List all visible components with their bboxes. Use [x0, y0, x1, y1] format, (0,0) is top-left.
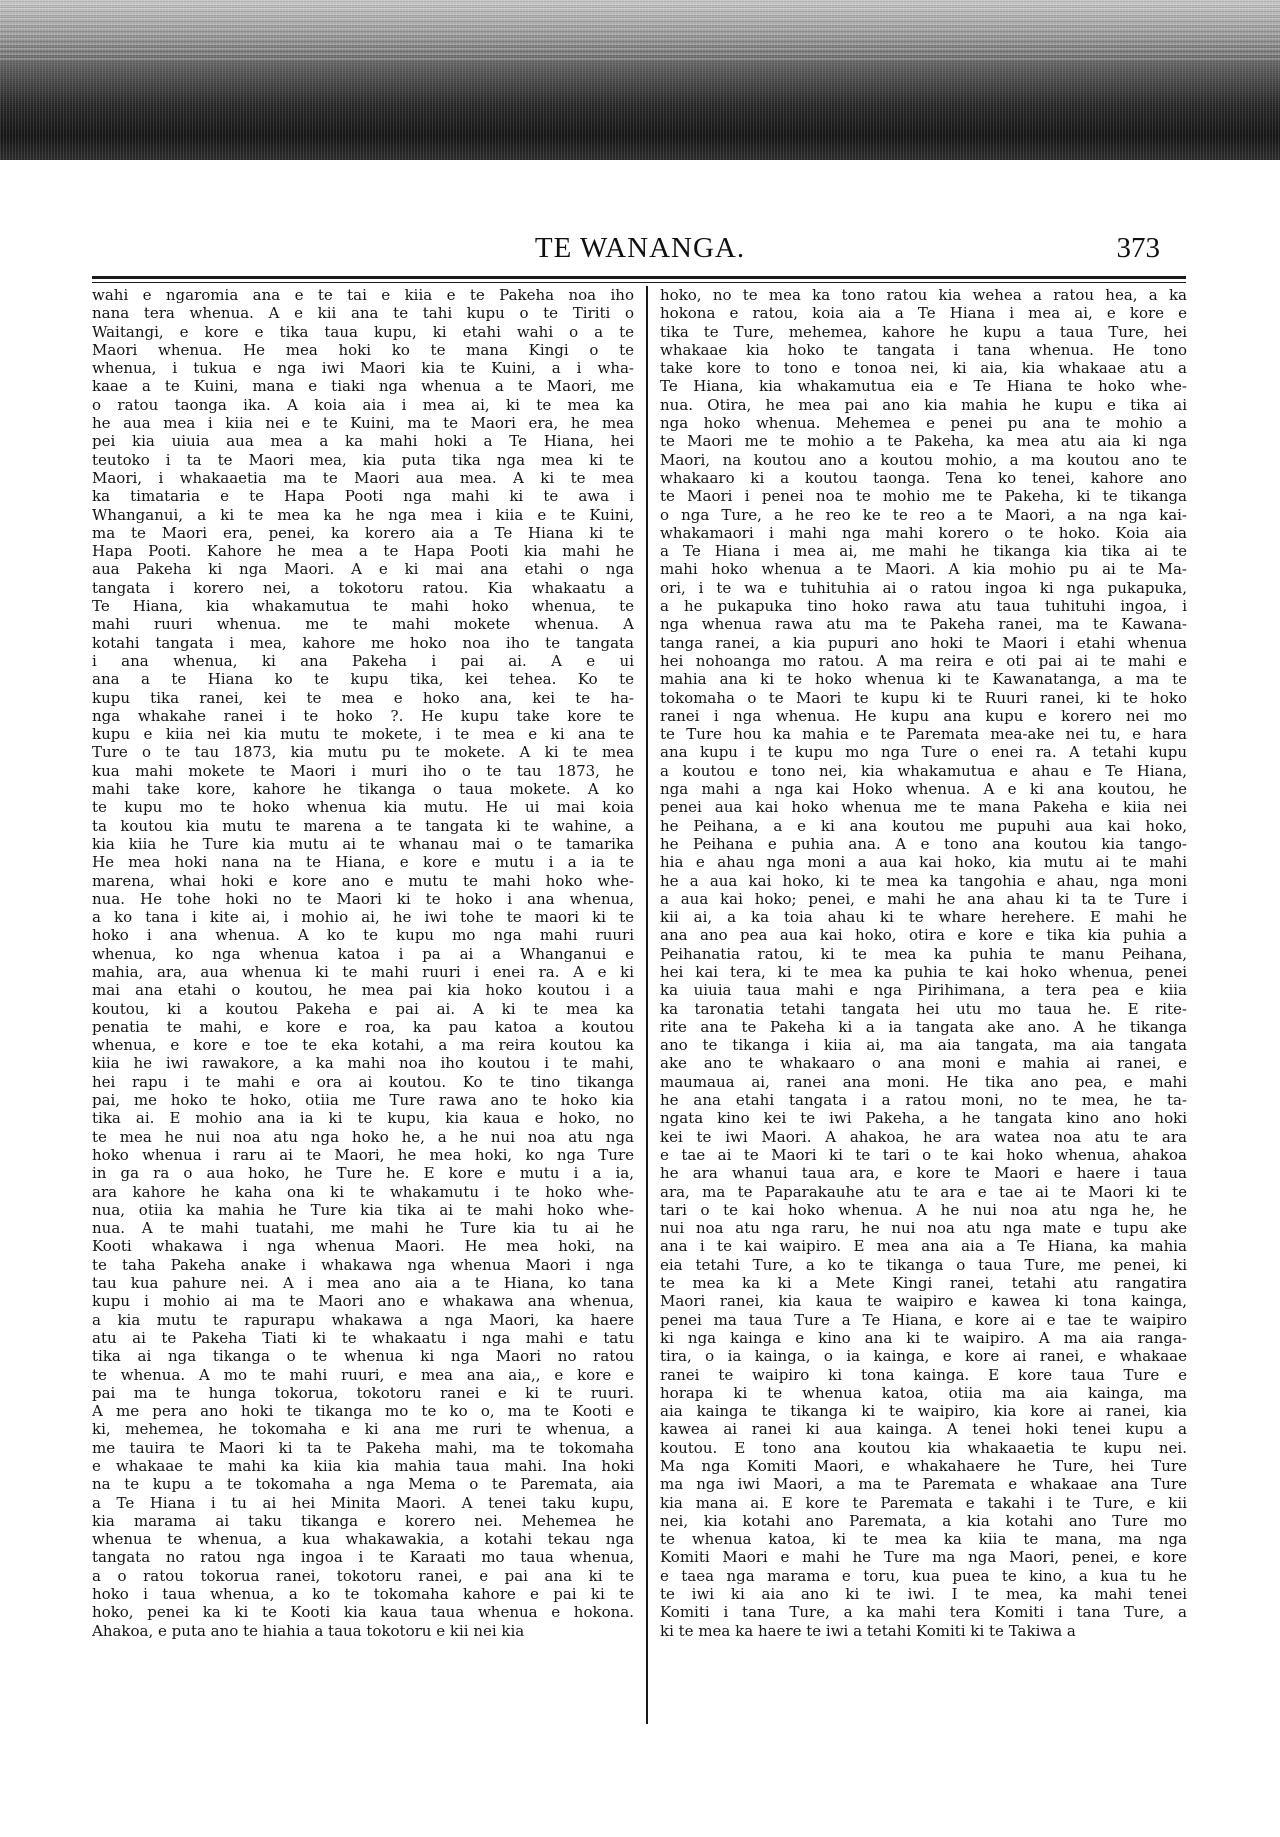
right-column-line: nga mahi a nga kai Hoko whenua. A e ki ana koutou, he [660, 780, 1187, 799]
page-title: TE WANANGA. [534, 232, 746, 264]
right-column-line: Te Hiana, kia whakamutua eia e Te Hiana te hoko whe- [660, 377, 1187, 396]
right-column-line: a aua kai hoko; penei, e mahi he ana ahau ki ta te Ture i [660, 889, 1187, 908]
left-column-line: marena, whai hoki e kore ano e mutu te mahi hoko whe- [92, 871, 634, 890]
left-column-line: na te kupu a te tokomaha a nga Mema o te Paremata, aia [92, 1475, 634, 1494]
left-column-line: Waitangi, e kore e tika taua kupu, ki etahi wahi o a te [92, 322, 634, 341]
left-column-line: ka timataria e te Hapa Pooti nga mahi ki te awa i [92, 487, 634, 506]
left-column-line: pai, me hoko te hoko, otiia me Ture rawa ano te hoko kia [92, 1091, 634, 1110]
right-column-line: tari o te kai hoko whenua. A he nui noa atu nga he, he [660, 1200, 1187, 1219]
left-column-line: kupu e kiia nei kia mutu te mokete, i te mea e ki ana te [92, 725, 634, 744]
right-column-line: Peihanatia ratou, ki te mea ka puhia te manu Peihana, [660, 944, 1187, 963]
right-column-line: whakamaori i mahi nga mahi korero o te hoko. Koia aia [660, 523, 1187, 542]
right-column-line: hei nohoanga mo ratou. A ma reira e oti pai ai te mahi e [660, 651, 1187, 670]
left-column-line: mai ana etahi o koutou, he mea pai kia hoko koutou i a [92, 981, 634, 1000]
right-column-line: nei, kia kotahi ano Paremata, a kia kotahi ano Ture mo [660, 1511, 1187, 1530]
right-column-line: ngata kino kei te iwi Pakeha, a he tangata kino ano hoki [660, 1109, 1187, 1128]
left-column-line: He mea hoki nana na te Hiana, e kore e mutu i a ia te [92, 853, 634, 872]
right-column-line: kawea ai ranei ki aua kainga. A tenei hoki tenei kupu a [660, 1420, 1187, 1439]
left-column-line: ana a te Hiana ko te kupu tika, kei tehea. Ko te [92, 670, 634, 689]
left-column-line: mahi take kore, kahore he tikanga o taua mokete. A ko [92, 780, 634, 799]
left-column-line: ara kahore he kaha ona ki te whakamutu i te hoko whe- [92, 1182, 634, 1201]
right-column-line: Ma nga Komiti Maori, e whakahaere he Ture, hei Ture [660, 1457, 1187, 1475]
left-column-line: me tauira te Maori ki ta te Pakeha mahi, ma te tokomaha [92, 1438, 634, 1457]
right-column-line: Komiti Maori e mahi he Ture ma nga Maori, penei, e kore [660, 1548, 1187, 1567]
right-column-line: te iwi ki aia ano ki te iwi. I te mea, ka mahi tenei [660, 1585, 1187, 1604]
left-column-line: te whenua. A mo te mahi ruuri, e mea ana aia,, e kore e [92, 1365, 634, 1384]
left-column-line: tau kua pahure nei. A i mea ano aia a te Hiana, ko tana [92, 1274, 634, 1293]
right-column-line: e taea nga marama e toru, kua puea te kino, a kua tu he [660, 1566, 1187, 1585]
left-column-line: A me pera ano hoki te tikanga mo te ko o, ma te Kooti e [92, 1402, 634, 1421]
header-rule-thin [92, 282, 1186, 283]
right-column-line: ori, i te wa e tuhituhia ai o ratou ingoa ki nga pukapuka, [660, 578, 1187, 597]
left-column-line: Kooti whakawa i nga whenua Maori. He mea hoki, na [92, 1237, 634, 1256]
right-column-line: nga hoko whenua. Mehemea e penei pu ana te mohio a [660, 414, 1187, 433]
left-column-line: in ga ra o aua hoko, he Ture he. E kore e mutu i a ia, [92, 1164, 634, 1183]
right-column-line: te Maori me te mohio a te Pakeha, ka mea atu aia ki nga [660, 432, 1187, 451]
left-column-line: te mea he nui noa atu nga hoko he, a he nui noa atu nga [92, 1127, 634, 1146]
right-column-line: tokomaha o te Maori te kupu ki te Ruuri ranei, ki te hoko [660, 688, 1187, 707]
left-column-line: pei kia uiuia aua mea a ka mahi hoki a Te Hiana, hei [92, 432, 634, 451]
left-column-line: aua Pakeha ki nga Maori. A e ki mai ana etahi o nga [92, 560, 634, 579]
right-column-line: Komiti i tana Ture, a ka mahi tera Komiti i tana Ture, a [660, 1603, 1187, 1622]
right-column-line: te whenua katoa, ki te mea ka kiia te mana, ma nga [660, 1530, 1187, 1549]
right-column-line: ake ano te whakaaro o ana moni e mahia ai ranei, e [660, 1054, 1187, 1073]
left-column-line: nana tera whenua. A e kii ana te tahi kupu o te Tiriti o [92, 304, 634, 323]
left-column [92, 286, 634, 1726]
right-column-line: tira, o ia kainga, o ia kainga, e kore ai ranei, e whakaae [660, 1347, 1187, 1366]
left-column-line: nua. He tohe hoki no te Maori ki te hoko i ana whenua, [92, 889, 634, 908]
right-column-line: he ara whanui taua ara, e kore te Maori e haere i taua [660, 1164, 1187, 1183]
left-column-line: e whakaae te mahi ka kiia kia mahia taua mahi. Ina hoki [92, 1457, 634, 1475]
left-column-line: kaae a te Kuini, mana e tiaki nga whenua a te Maori, me [92, 377, 634, 396]
left-column-line: i ana whenua, ki ana Pakeha i pai ai. A e ui [92, 651, 634, 670]
left-column-line: kotahi tangata i mea, kahore me hoko noa iho te tangata [92, 633, 634, 652]
right-column-line: Maori, na koutou ano a koutou mohio, a ma koutou ano te [660, 450, 1187, 469]
left-column-line: kiia he iwi rawakore, a ka mahi noa iho koutou i te mahi, [92, 1054, 634, 1073]
right-column-line: ki te mea ka haere te iwi a tetahi Komiti ki te Takiwa a [660, 1621, 1076, 1640]
left-column-line: tangata i korero nei, a tokotoru ratou. Kia whakaatu a [92, 578, 634, 597]
right-column-line: aia kainga te tikanga ki te waipiro, kia kore ai ranei, kia [660, 1402, 1187, 1421]
right-column-line: penei aua kai hoko whenua me te mana Pakeha e kiia nei [660, 798, 1187, 817]
left-column-line: he aua mea i kiia nei e te Kuini, ma te Maori era, he mea [92, 414, 634, 433]
right-column-line: penei ma taua Ture a Te Hiana, e kore ai e tae te waipiro [660, 1310, 1187, 1329]
left-column-line: atu ai te Pakeha Tiati ki te whakaatu i nga mahi e tatu [92, 1328, 634, 1347]
left-column-line: Ahakoa, e puta ano te hiahia a taua tokotoru e kii nei kia [92, 1621, 525, 1640]
right-column-line: Maori ranei, kia kaua te waipiro e kawea ki tona kainga, [660, 1292, 1187, 1311]
right-column-line: e tae ai te Maori ki te tari o te kai hoko whenua, ahakoa [660, 1145, 1187, 1164]
left-column-line: kupu i mohio ai ma te Maori ano e whakawa ana whenua, [92, 1292, 634, 1311]
left-column-line: nua. A te mahi tuatahi, me mahi he Ture kia tu ai he [92, 1219, 634, 1238]
left-column-line: whenua, i tukua e nga iwi Maori kia te Kuini, a i wha- [92, 359, 634, 378]
right-column-line: whakaae kia hoko te tangata i tana whenua. He tono [660, 340, 1187, 359]
right-column-line: kei te iwi Maori. A ahakoa, he ara watea noa atu te ara [660, 1127, 1187, 1146]
right-column-line: te Maori i penei noa te mohio me te Pakeha, ki te tikanga [660, 487, 1187, 506]
left-column-line: whenua te whenua, a kua whakawakia, a kotahi tekau nga [92, 1530, 634, 1549]
right-column-line: mahi hoko whenua a te Maori. A kia mohio pu ai te Ma- [660, 560, 1187, 579]
left-column-line: a o ratou tokorua ranei, tokotoru ranei, e pai ana ki te [92, 1566, 634, 1585]
right-column-line: rite ana te Pakeha ki a ia tangata ake ano. A he tikanga [660, 1017, 1187, 1036]
right-column-line: hoko, no te mea ka tono ratou kia wehea a ratou hea, a ka [660, 286, 1187, 304]
left-column-line: tangata no ratou nga ingoa i te Karaati mo taua whenua, [92, 1548, 634, 1567]
left-column-line: a ko tana i kite ai, i mohio ai, he iwi tohe te maori ki te [92, 908, 634, 927]
right-column-line: te mea ka ki a Mete Kingi ranei, tetahi atu rangatira [660, 1274, 1187, 1293]
left-column-line: mahia, ara, aua whenua ki te mahi ruuri i enei ra. A e ki [92, 962, 634, 981]
right-column-line: nua. Otira, he mea pai ano kia mahia he kupu e tika ai [660, 395, 1187, 414]
right-column-line: he Peihana e puhia ana. A e tono ana koutou kia tango- [660, 834, 1187, 853]
left-column-line: a kia mutu te rapurapu whakawa a nga Maori, ka haere [92, 1310, 634, 1329]
scanned-top-band [0, 0, 1280, 160]
left-column-line: o ratou taonga ika. A koia aia i mea ai, ki te mea ka [92, 395, 634, 414]
right-column-line: ka uiuia taua mahi e nga Pirihimana, a tera pea e kiia [660, 981, 1187, 1000]
left-column-line: ma te Maori era, penei, ka korero aia a Te Hiana ki te [92, 523, 634, 542]
right-column-line: ma nga iwi Maori, a ma te Paremata e whakaae ana Ture [660, 1475, 1187, 1494]
right-column-line: nga whenua rawa atu ma te Pakeha ranei, ma te Kawana- [660, 615, 1187, 634]
left-column-line: hoko i taua whenua, a ko te tokomaha kahore e pai ki te [92, 1585, 634, 1604]
right-column-line: a he pukapuka tino hoko rawa atu taua tuhituhi ingoa, i [660, 597, 1187, 616]
left-column-line: nua, otiia ka mahia he Ture kia tika ai te mahi hoko whe- [92, 1200, 634, 1219]
right-column-line: eia tetahi Ture, a ko te tikanga o taua Ture, me penei, ki [660, 1255, 1187, 1274]
header-rule [92, 276, 1186, 279]
left-column-line: wahi e ngaromia ana e te tai e kiia e te Pakeha noa iho [92, 286, 634, 304]
right-column-line: ka taronatia tetahi tangata hei utu mo taua he. E rite- [660, 999, 1187, 1018]
running-head [0, 232, 1280, 268]
right-column-line: he ana etahi tangata i a ratou moni, no te mea, he ta- [660, 1091, 1187, 1110]
right-column-line: nui noa atu nga raru, he nui noa atu nga mate e tupu ake [660, 1219, 1187, 1238]
right-column-line: hia e ahau nga moni a aua kai hoko, kia mutu ai te mahi [660, 853, 1187, 872]
left-column-line: kia kiia he Ture kia mutu ai te whanau mai o te tamarika [92, 834, 634, 853]
right-column [660, 286, 1187, 1726]
right-column-line: take kore to tono e tonoa nei, ki aia, kia whakaae atu a [660, 359, 1187, 378]
right-column-line: he a aua kai hoko, ki te mea ka tangohia e ahau, nga moni [660, 871, 1187, 890]
right-column-line: kia mana ai. E kore te Paremata e takahi i te Ture, e kii [660, 1493, 1187, 1512]
left-column-line: Maori, i whakaaetia ma te Maori aua mea. A ki te mea [92, 468, 634, 487]
left-column-line: kua mahi mokete te Maori i muri iho o te tau 1873, he [92, 761, 634, 780]
right-column-line: o nga Ture, a he reo ke te reo a te Maori, a na nga kai- [660, 505, 1187, 524]
right-column-line: ki nga kainga e kino ana ki te waipiro. A ma aia ranga- [660, 1328, 1187, 1347]
right-column-line: ana kupu i te kupu mo nga Ture o enei ra. A tetahi kupu [660, 743, 1187, 762]
right-column-line: he Peihana, a e ki ana koutou me pupuhi aua kai hoko, [660, 816, 1187, 835]
right-column-line: hei kai tera, ki te mea ka puhia te kai hoko whenua, penei [660, 962, 1187, 981]
right-column-line: horapa ki te whenua katoa, otiia ma aia kainga, ma [660, 1383, 1187, 1402]
right-column-line: whakaaro ki a koutou taonga. Tena ko tenei, kahore ano [660, 468, 1187, 487]
right-column-line: hokona e ratou, koia aia a Te Hiana i mea ai, e kore e [660, 304, 1187, 323]
left-column-line: whenua, e kore e toe te eka kotahi, a ma reira koutou ka [92, 1036, 634, 1055]
left-column-line: hoko whenua i raru ai te Maori, he mea hoki, ko nga Ture [92, 1145, 634, 1164]
left-column-line: hoko i ana whenua. A ko te kupu mo nga mahi ruuri [92, 926, 634, 945]
left-column-line: Ture o te tau 1873, kia mutu pu te mokete. A ki te mea [92, 743, 634, 762]
right-column-line: mahia ana ki te hoko whenua ki te Kawanatanga, a ma te [660, 670, 1187, 689]
left-column-line: ta koutou kia mutu te marena a te tangata ki te wahine, a [92, 816, 634, 835]
right-column-line: tanga ranei, a kia pupuri ano hoki te Maori i etahi whenua [660, 633, 1187, 652]
right-column-line: ana ano pea aua kai hoko, otira e kore e tika kia puhia a [660, 926, 1187, 945]
left-column-line: te taha Pakeha anake i whakawa nga whenua Maori i nga [92, 1255, 634, 1274]
left-column-line: ki, mehemea, he tokomaha e ki ana me ruri te whenua, a [92, 1420, 634, 1439]
left-column-line: a Te Hiana i tu ai hei Minita Maori. A tenei taku kupu, [92, 1493, 634, 1512]
left-column-line: koutou, ki a koutou Pakeha e pai ai. A ki te mea ka [92, 999, 634, 1018]
right-column-line: kii ai, a ka toia ahau ki te whare herehere. E mahi he [660, 908, 1187, 927]
right-column-line: ranei i nga whenua. He kupu ana kupu e korero nei mo [660, 706, 1187, 725]
left-column-line: teutoko i ta te Maori mea, kia puta tika nga mea ki te [92, 450, 634, 469]
left-column-line: te kupu mo te hoko whenua kia mutu. He ui mai koia [92, 798, 634, 817]
right-column-line: a Te Hiana i mea ai, me mahi he tikanga kia tika ai te [660, 542, 1187, 561]
right-column-line: ano te tikanga i kiia ai, ma aia tangata, ma aia tangata [660, 1036, 1187, 1055]
left-column-line: Whanganui, a ki te mea ka he nga mea i kiia e te Kuini, [92, 505, 634, 524]
right-column-line: ana i te kai waipiro. E mea ana aia a Te Hiana, ka mahia [660, 1237, 1187, 1256]
left-column-line: pai ma te hunga tokorua, tokotoru ranei e ki te ruuri. [92, 1383, 634, 1402]
left-column-line: Hapa Pooti. Kahore he mea a te Hapa Pooti kia mahi he [92, 542, 634, 561]
left-column-line: hoko, penei ka ki te Kooti kia kaua taua whenua e hokona. [92, 1603, 634, 1622]
right-column-line: koutou. E tono ana koutou kia whakaaetia te kupu nei. [660, 1438, 1187, 1457]
left-column-line: Maori whenua. He mea hoki ko te mana Kingi o te [92, 340, 634, 359]
left-column-line: tika ai. E mohio ana ia ki te kupu, kia kaua e hoko, no [92, 1109, 634, 1128]
right-column-line: ranei te waipiro ki tona kainga. E kore taua Ture e [660, 1365, 1187, 1384]
left-column-line: tika ai nga tikanga o te whenua ki nga Maori no ratou [92, 1347, 634, 1366]
page-number: 373 [1116, 232, 1160, 264]
right-column-line: tika te Ture, mehemea, kahore he kupu a taua Ture, hei [660, 322, 1187, 341]
left-column-line: kia marama ai taku tikanga e korero nei. Mehemea he [92, 1511, 634, 1530]
right-column-line: a koutou e tono nei, kia whakamutua e ahau e Te Hiana, [660, 761, 1187, 780]
left-column-line: Te Hiana, kia whakamutua te mahi hoko whenua, te [92, 597, 634, 616]
left-column-line: penatia te mahi, e kore e roa, ka pau katoa a koutou [92, 1017, 634, 1036]
left-column-line: mahi ruuri whenua. me te mahi mokete whenua. A [92, 615, 634, 634]
left-column-line: hei rapu i te mahi e ora ai koutou. Ko te tino tikanga [92, 1072, 634, 1091]
right-column-line: te Ture hou ka mahia e te Paremata mea-ake nei tu, e hara [660, 725, 1187, 744]
right-column-line: ara, ma te Paparakauhe atu te ara e tae ai te Maori ki te [660, 1182, 1187, 1201]
left-column-line: nga whakahe ranei i te hoko ?. He kupu take kore te [92, 706, 634, 725]
column-divider [646, 286, 648, 1724]
left-column-line: whenua, ko nga whenua katoa i pa ai a Whanganui e [92, 944, 634, 963]
right-column-line: maumaua ai, ranei ana moni. He tika ano pea, e mahi [660, 1072, 1187, 1091]
left-column-line: kupu tika ranei, kei te mea e hoko ana, kei te ha- [92, 688, 634, 707]
